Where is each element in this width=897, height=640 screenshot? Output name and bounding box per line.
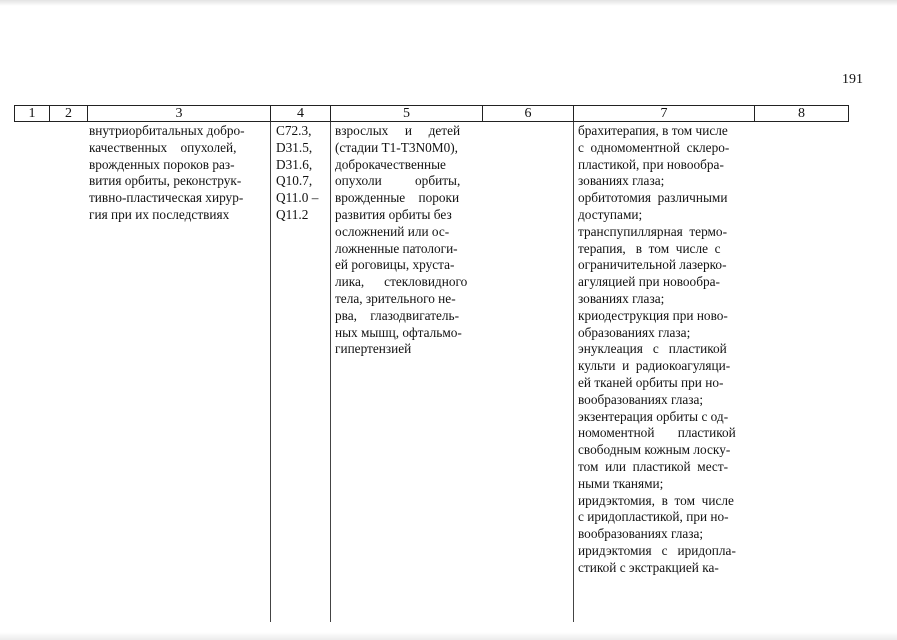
cell-line: агуляцией при новообра-	[578, 274, 720, 290]
cell-line: образованиях глаза;	[578, 324, 691, 340]
cell-line: ложненные патологи-	[335, 240, 458, 256]
cell-line: тела, зрительного не-	[335, 290, 456, 306]
cell-line: иридэктомия, в том числе	[578, 492, 734, 508]
cell-line: ей тканей орбиты при но-	[578, 374, 724, 390]
header-col-4: 4	[271, 106, 331, 121]
cell-line: тивно-пластическая хирур-	[89, 190, 244, 206]
cell-line: с одномоментной склеро-	[578, 139, 730, 155]
cell-line: опухоли орбиты,	[335, 173, 461, 189]
cell-line: внутриорбитальных добро-	[89, 123, 245, 138]
cell-line: экзентерация орбиты с од-	[578, 408, 729, 424]
cell-line: качественных опухолей,	[89, 139, 237, 155]
cell-line: зованиях глаза;	[578, 290, 665, 306]
cell-line: Q11.2	[276, 206, 309, 222]
cell-line: D31.5,	[276, 139, 313, 155]
cell-column-5	[335, 123, 467, 358]
cell-line: том или пластикой мест-	[578, 458, 729, 474]
column-divider	[270, 122, 271, 622]
cell-line: терапия, в том числе с	[578, 240, 721, 256]
cell-line: пластикой, при новообра-	[578, 156, 724, 172]
cell-column-4	[276, 123, 318, 224]
cell-line: развития орбиты без	[335, 206, 452, 222]
cell-line: ных мышц, офтальмо-	[335, 324, 462, 340]
column-divider	[573, 122, 574, 622]
cell-line: стикой с экстракцией ка-	[578, 559, 719, 575]
cell-column-3	[89, 123, 245, 224]
cell-line: культи и радиокоагуляци-	[578, 358, 731, 374]
header-col-2: 2	[50, 106, 88, 121]
cell-line: гипертензией	[335, 341, 412, 357]
cell-line: номоментной пластикой	[578, 425, 736, 441]
cell-line: свободным кожным лоску-	[578, 442, 731, 458]
cell-line: Q11.0 –	[276, 190, 319, 206]
table-header-row	[14, 105, 849, 122]
cell-line: D31.6,	[276, 156, 313, 172]
cell-line: энуклеация с пластикой	[578, 341, 727, 357]
scan-bottom-edge	[0, 632, 897, 640]
cell-line: ограничительной лазерко-	[578, 257, 727, 273]
scan-top-edge	[0, 0, 897, 6]
cell-line: доступами;	[578, 206, 643, 222]
cell-line: C72.3,	[276, 123, 312, 138]
cell-line: орбитотомия различными	[578, 190, 728, 206]
cell-line: зованиях глаза;	[578, 173, 665, 189]
cell-line: Q10.7,	[276, 173, 313, 189]
cell-line: вообразованиях глаза;	[578, 391, 704, 407]
header-col-7: 7	[574, 106, 755, 121]
cell-line: брахитерапия, в том числе	[578, 123, 728, 138]
column-divider	[330, 122, 331, 622]
cell-line: ей роговицы, хруста-	[335, 257, 455, 273]
cell-line: лика, стекловидного	[335, 274, 468, 290]
cell-line: вообразованиях глаза;	[578, 526, 704, 542]
cell-line: вития орбиты, реконструк-	[89, 173, 242, 189]
cell-line: доброкачественные	[335, 156, 446, 172]
cell-line: криодеструкция при ново-	[578, 307, 728, 323]
cell-line: врожденные пороки	[335, 190, 460, 206]
cell-line: осложнений или ос-	[335, 223, 450, 239]
page-number: 191	[842, 72, 863, 87]
cell-line: гия при их последствиях	[89, 206, 230, 222]
header-col-3: 3	[88, 106, 271, 121]
cell-column-7	[578, 123, 736, 577]
cell-line: врожденных пороков раз-	[89, 156, 235, 172]
cell-line: (стадии T1-T3N0M0),	[335, 139, 458, 155]
cell-line: рва, глазодвигатель-	[335, 307, 460, 323]
cell-line: транспупиллярная термо-	[578, 223, 728, 239]
cell-line: с иридопластикой, при но-	[578, 509, 729, 525]
cell-line: взрослых и детей	[335, 123, 461, 138]
header-col-8: 8	[798, 106, 805, 121]
cell-line: иридэктомия с иридопла-	[578, 542, 736, 558]
header-col-5: 5	[331, 106, 483, 121]
header-col-6: 6	[483, 106, 574, 121]
cell-line: ными тканями;	[578, 475, 664, 491]
header-col-1: 1	[15, 106, 50, 121]
